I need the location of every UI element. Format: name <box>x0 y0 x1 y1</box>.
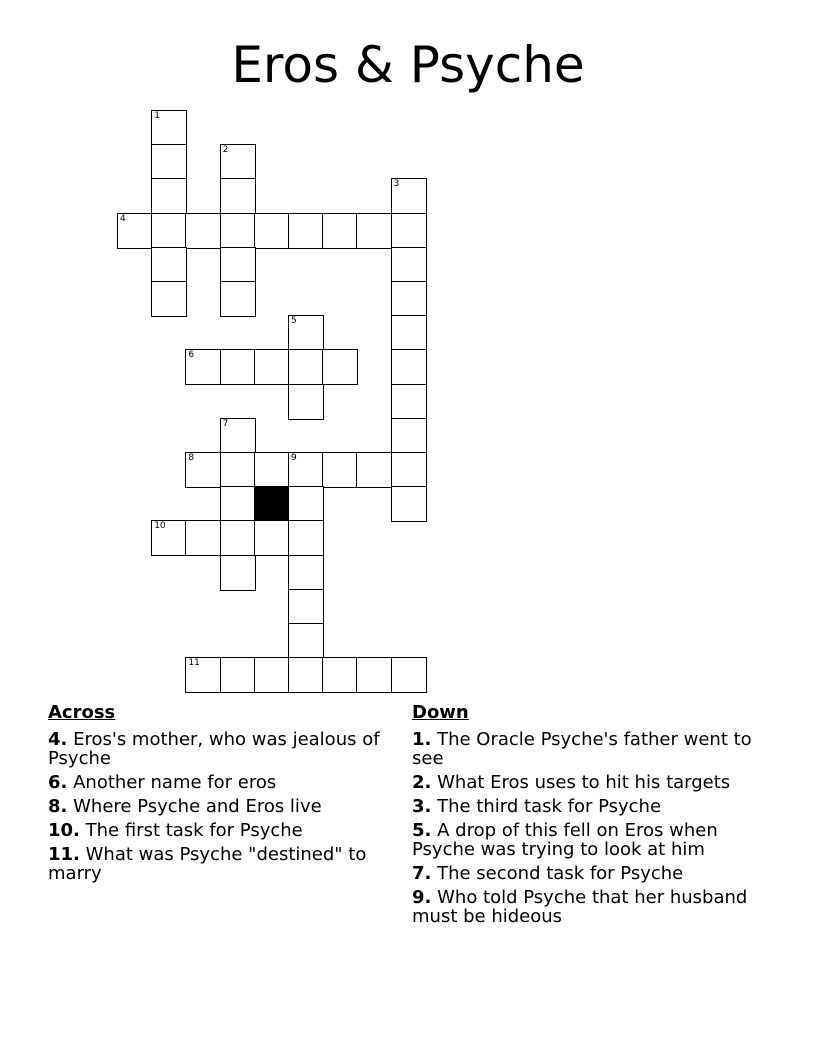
cell-number: 4 <box>120 213 126 224</box>
grid-cell[interactable] <box>151 144 187 180</box>
clue-across-10 <box>48 821 388 840</box>
across-heading: Across <box>48 702 116 723</box>
cell-number: 6 <box>188 350 195 361</box>
grid-cell[interactable] <box>288 315 324 351</box>
clue-across-8 <box>48 797 388 816</box>
grid-cell[interactable] <box>185 213 221 249</box>
grid-cell[interactable] <box>356 452 392 488</box>
clue-number: 11. <box>48 844 80 865</box>
grid-cell[interactable] <box>391 178 427 214</box>
clue-number: 7. <box>412 863 432 884</box>
grid-cell[interactable] <box>220 452 256 488</box>
grid-cell[interactable] <box>322 349 358 385</box>
grid-cell[interactable] <box>288 213 324 249</box>
grid-block <box>254 486 290 522</box>
grid-cell[interactable] <box>185 520 221 556</box>
clue-text: What was Psyche "destined" to marry <box>48 844 367 884</box>
grid-cell[interactable] <box>391 315 427 351</box>
clue-text: The Oracle Psyche's father went to see <box>412 729 752 769</box>
cell-number: 5 <box>291 316 297 327</box>
clue-text: The first task for Psyche <box>85 820 303 841</box>
clue-number: 8. <box>48 796 68 817</box>
grid-cell[interactable] <box>391 281 427 317</box>
clue-text: Who told Psyche that her husband must be hideous <box>412 887 748 927</box>
grid-cell[interactable] <box>254 213 290 249</box>
clue-number: 4. <box>48 729 68 750</box>
grid-cell[interactable] <box>151 110 187 146</box>
clue-down-3 <box>412 797 762 816</box>
grid-cell[interactable] <box>391 247 427 283</box>
clue-text: Another name for eros <box>73 772 277 793</box>
grid-cell[interactable] <box>288 452 324 488</box>
clue-text: The second task for Psyche <box>437 863 684 884</box>
grid-cell[interactable] <box>288 623 324 659</box>
grid-cell[interactable] <box>117 213 153 249</box>
grid-cell[interactable] <box>391 486 427 522</box>
grid-cell[interactable] <box>220 657 256 693</box>
clue-text: The third task for Psyche <box>437 796 662 817</box>
grid-cell[interactable] <box>288 384 324 420</box>
clue-across-6 <box>48 773 388 792</box>
grid-cell[interactable] <box>391 418 427 454</box>
grid-cell[interactable] <box>254 657 290 693</box>
clue-down-5 <box>412 821 762 859</box>
clue-number: 9. <box>412 887 432 908</box>
grid-cell[interactable] <box>391 657 427 693</box>
clue-number: 3. <box>412 796 432 817</box>
down-clues <box>412 702 762 931</box>
grid-cell[interactable] <box>288 657 324 693</box>
grid-cell[interactable] <box>391 349 427 385</box>
grid-cell[interactable] <box>220 486 256 522</box>
grid-cell[interactable] <box>185 349 221 385</box>
grid-cell[interactable] <box>356 213 392 249</box>
clue-number: 5. <box>412 820 432 841</box>
cell-number: 8 <box>188 453 195 463</box>
cell-number: 2 <box>222 145 229 156</box>
clue-down-9 <box>412 888 762 926</box>
grid-cell[interactable] <box>185 657 221 693</box>
grid-cell[interactable] <box>288 589 324 625</box>
clue-text: Where Psyche and Eros live <box>73 796 322 817</box>
grid-cell[interactable] <box>356 657 392 693</box>
clue-number: 1. <box>412 729 432 750</box>
grid-cell[interactable] <box>220 555 256 591</box>
clue-number: 2. <box>412 772 432 793</box>
grid-cell[interactable] <box>322 452 358 488</box>
grid-cell[interactable] <box>288 520 324 556</box>
cell-number: 11 <box>188 658 200 669</box>
clue-across-11 <box>48 845 388 883</box>
grid-cell[interactable] <box>254 349 290 385</box>
grid-cell[interactable] <box>220 349 256 385</box>
grid-cell[interactable] <box>220 418 256 454</box>
down-heading: Down <box>412 702 469 723</box>
clue-down-1 <box>412 730 762 768</box>
grid-cell[interactable] <box>322 657 358 693</box>
grid-cell[interactable] <box>322 213 358 249</box>
grid-cell[interactable] <box>220 213 256 249</box>
grid-cell[interactable] <box>185 452 221 488</box>
grid-cell[interactable] <box>391 384 427 420</box>
cell-number: 7 <box>222 418 229 429</box>
grid-cell[interactable] <box>151 281 187 317</box>
clue-across-4 <box>48 730 388 768</box>
grid-cell[interactable] <box>220 144 256 180</box>
clue-number: 10. <box>48 820 80 841</box>
grid-cell[interactable] <box>288 486 324 522</box>
grid-cell[interactable] <box>151 213 187 249</box>
clue-down-2 <box>412 773 762 792</box>
grid-cell[interactable] <box>391 452 427 488</box>
cell-number: 3 <box>393 179 400 190</box>
across-clues <box>48 702 388 888</box>
cell-number: 9 <box>291 453 297 463</box>
grid-cell[interactable] <box>151 520 187 556</box>
grid-cell[interactable] <box>151 178 187 214</box>
grid-cell[interactable] <box>220 520 256 556</box>
cell-number: 10 <box>154 521 166 532</box>
grid-cell[interactable] <box>288 555 324 591</box>
cell-number: 1 <box>154 111 160 121</box>
grid-cell[interactable] <box>288 349 324 385</box>
clue-number: 6. <box>48 772 68 793</box>
clue-text: A drop of this fell on Eros when Psyche was trying to look at him <box>412 820 718 860</box>
clue-text: Eros's mother, who was jealous of Psyche <box>48 729 380 769</box>
grid-cell[interactable] <box>391 213 427 249</box>
puzzle-title: Eros & Psyche <box>231 36 585 94</box>
grid-cell[interactable] <box>220 247 256 283</box>
grid-cell[interactable] <box>254 452 290 488</box>
grid-cell[interactable] <box>254 520 290 556</box>
grid-cell[interactable] <box>220 281 256 317</box>
clue-text: What Eros uses to hit his targets <box>437 772 731 793</box>
grid-cell[interactable] <box>151 247 187 283</box>
clue-down-7 <box>412 864 762 883</box>
grid-cell[interactable] <box>220 178 256 214</box>
